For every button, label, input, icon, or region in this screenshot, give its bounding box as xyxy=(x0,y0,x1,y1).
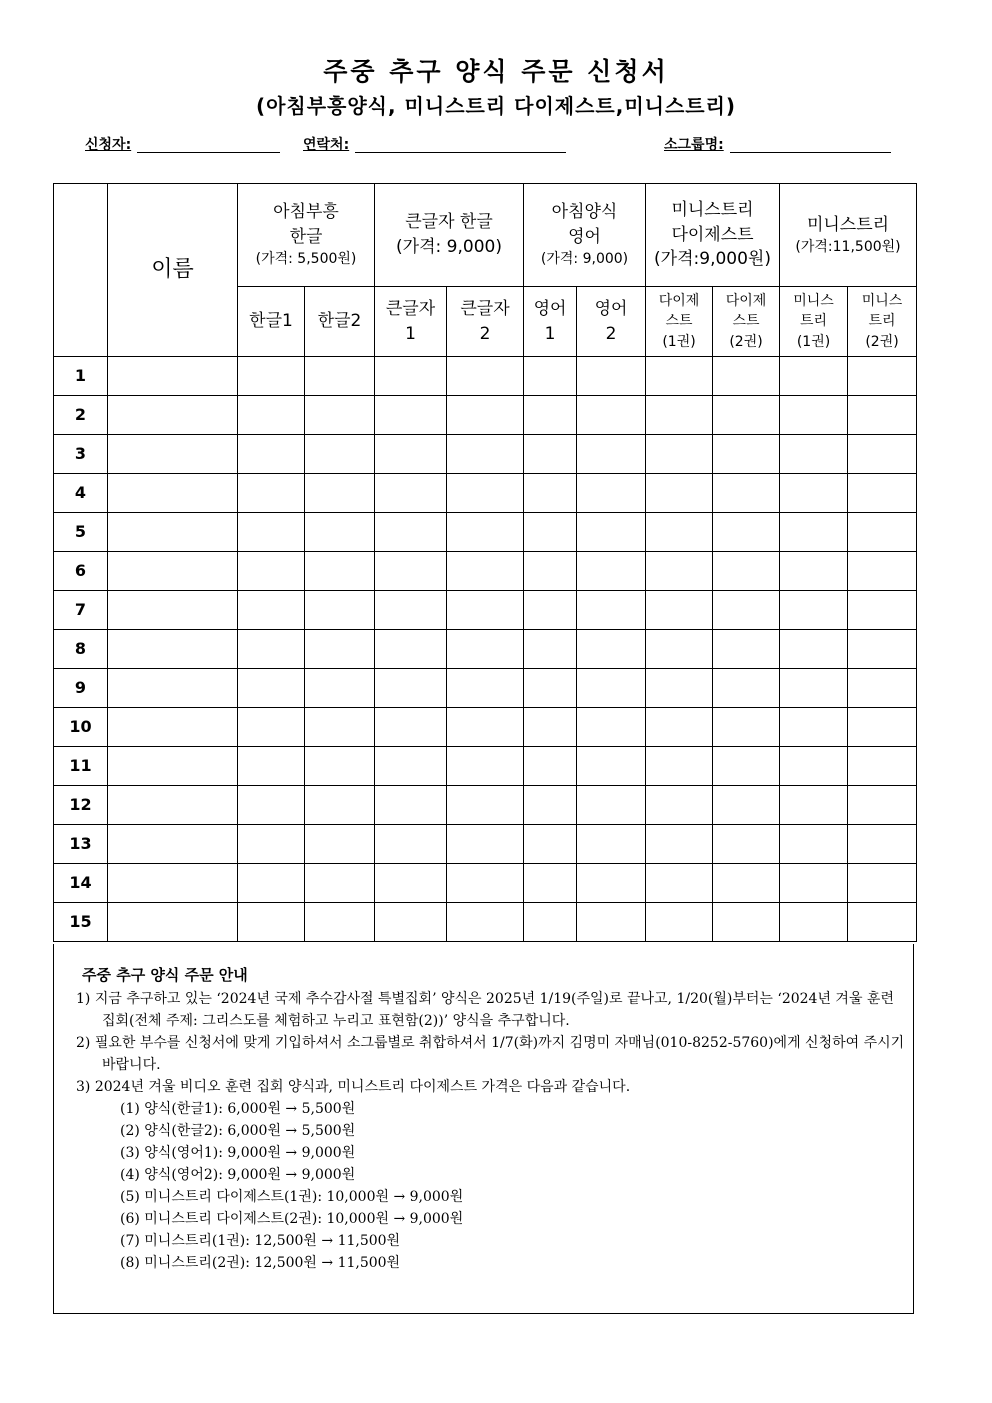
contact-label: 연락처: xyxy=(303,137,350,153)
quantity-input-cell[interactable] xyxy=(375,825,447,864)
name-input-cell[interactable] xyxy=(108,786,238,825)
quantity-input-cell[interactable] xyxy=(577,864,646,903)
quantity-input-cell[interactable] xyxy=(238,747,305,786)
table-row xyxy=(54,903,917,942)
name-header: 이름 xyxy=(108,184,238,357)
subheader-large1: 큰글자 1 xyxy=(375,287,447,357)
quantity-input-cell[interactable] xyxy=(713,474,780,513)
group-header-morning-english: 아침양식 영어 (가격: 9,000) xyxy=(524,184,646,287)
quantity-input-cell[interactable] xyxy=(524,747,577,786)
quantity-input-cell[interactable] xyxy=(524,708,577,747)
row-number: 6 xyxy=(54,552,108,591)
quantity-input-cell[interactable] xyxy=(447,435,524,474)
quantity-input-cell[interactable] xyxy=(713,513,780,552)
quantity-input-cell[interactable] xyxy=(524,435,577,474)
quantity-input-cell[interactable] xyxy=(848,747,917,786)
quantity-input-cell[interactable] xyxy=(447,591,524,630)
quantity-input-cell[interactable] xyxy=(305,552,375,591)
quantity-input-cell[interactable] xyxy=(524,669,577,708)
quantity-input-cell[interactable] xyxy=(375,396,447,435)
row-number: 9 xyxy=(54,669,108,708)
quantity-input-cell[interactable] xyxy=(780,903,848,942)
name-input-cell[interactable] xyxy=(108,630,238,669)
quantity-input-cell[interactable] xyxy=(305,630,375,669)
quantity-input-cell[interactable] xyxy=(848,396,917,435)
quantity-input-cell[interactable] xyxy=(646,435,713,474)
price-line: (4) 양식(영어2): 9,000원 → 9,000원 xyxy=(120,1167,356,1183)
quantity-input-cell[interactable] xyxy=(848,357,917,396)
quantity-input-cell[interactable] xyxy=(375,864,447,903)
notice-title: 주중 추구 양식 주문 안내 xyxy=(82,966,248,984)
row-number: 5 xyxy=(54,513,108,552)
quantity-input-cell[interactable] xyxy=(305,708,375,747)
quantity-input-cell[interactable] xyxy=(524,630,577,669)
quantity-input-cell[interactable] xyxy=(524,903,577,942)
quantity-input-cell[interactable] xyxy=(577,513,646,552)
quantity-input-cell[interactable] xyxy=(713,435,780,474)
quantity-input-cell[interactable] xyxy=(848,786,917,825)
row-number: 10 xyxy=(54,708,108,747)
quantity-input-cell[interactable] xyxy=(646,396,713,435)
quantity-input-cell[interactable] xyxy=(713,357,780,396)
quantity-input-cell[interactable] xyxy=(646,669,713,708)
name-input-cell[interactable] xyxy=(108,591,238,630)
quantity-input-cell[interactable] xyxy=(305,435,375,474)
quantity-input-cell[interactable] xyxy=(305,513,375,552)
quantity-input-cell[interactable] xyxy=(577,474,646,513)
contact-line xyxy=(355,152,566,153)
subheader-digest1: 다이제 스트 (1권) xyxy=(646,287,713,357)
subheader-korean2: 한글2 xyxy=(305,287,375,357)
quantity-input-cell[interactable] xyxy=(375,630,447,669)
notice-body xyxy=(76,988,906,1274)
notice-box xyxy=(53,944,914,1314)
quantity-input-cell[interactable] xyxy=(577,747,646,786)
group-header-large-print: 큰글자 한글 (가격: 9,000) xyxy=(375,184,524,287)
quantity-input-cell[interactable] xyxy=(524,786,577,825)
quantity-input-cell[interactable] xyxy=(305,903,375,942)
quantity-input-cell[interactable] xyxy=(848,903,917,942)
table-row xyxy=(54,669,917,708)
quantity-input-cell[interactable] xyxy=(713,591,780,630)
quantity-input-cell[interactable] xyxy=(447,786,524,825)
quantity-input-cell[interactable] xyxy=(780,669,848,708)
table-row xyxy=(54,630,917,669)
table-row xyxy=(54,435,917,474)
quantity-input-cell[interactable] xyxy=(577,903,646,942)
name-input-cell[interactable] xyxy=(108,357,238,396)
quantity-input-cell[interactable] xyxy=(577,357,646,396)
quantity-input-cell[interactable] xyxy=(375,513,447,552)
quantity-input-cell[interactable] xyxy=(848,669,917,708)
notice-item: 1) 지금 추구하고 있는 ‘2024년 국제 추수감사절 특별집회’ 양식은 2025년 1/19(주일)로 끝나고, 1/20(월)부터는 ‘2024년 겨울 훈련 집회(전체 주제: 그리스도를 체험하고 누리고 표현함(2))’ 양식을 추구합니다. xyxy=(76,991,894,1029)
price-line: (2) 양식(한글2): 6,000원 → 5,500원 xyxy=(120,1123,356,1139)
quantity-input-cell[interactable] xyxy=(646,864,713,903)
quantity-input-cell[interactable] xyxy=(238,474,305,513)
quantity-input-cell[interactable] xyxy=(375,786,447,825)
page-subtitle: (아침부흥양식, 미니스트리 다이제스트,미니스트리) xyxy=(255,94,737,118)
table-row xyxy=(54,825,917,864)
row-number: 3 xyxy=(54,435,108,474)
row-number: 13 xyxy=(54,825,108,864)
quantity-input-cell[interactable] xyxy=(780,825,848,864)
price-line: (8) 미니스트리(2권): 12,500원 → 11,500원 xyxy=(120,1255,401,1271)
quantity-input-cell[interactable] xyxy=(447,513,524,552)
table-row xyxy=(54,708,917,747)
quantity-input-cell[interactable] xyxy=(447,396,524,435)
quantity-input-cell[interactable] xyxy=(577,396,646,435)
quantity-input-cell[interactable] xyxy=(848,435,917,474)
quantity-input-cell[interactable] xyxy=(780,591,848,630)
price-line: (1) 양식(한글1): 6,000원 → 5,500원 xyxy=(120,1101,356,1117)
quantity-input-cell[interactable] xyxy=(646,630,713,669)
quantity-input-cell[interactable] xyxy=(447,669,524,708)
quantity-input-cell[interactable] xyxy=(848,708,917,747)
quantity-input-cell[interactable] xyxy=(375,435,447,474)
quantity-input-cell[interactable] xyxy=(713,786,780,825)
quantity-input-cell[interactable] xyxy=(238,786,305,825)
quantity-input-cell[interactable] xyxy=(577,435,646,474)
name-input-cell[interactable] xyxy=(108,669,238,708)
quantity-input-cell[interactable] xyxy=(238,552,305,591)
quantity-input-cell[interactable] xyxy=(447,747,524,786)
quantity-input-cell[interactable] xyxy=(848,552,917,591)
quantity-input-cell[interactable] xyxy=(646,825,713,864)
notice-item: 2) 필요한 부수를 신청서에 맞게 기입하셔서 소그룹별로 취합하셔서 1/7(화)까지 김명미 자매님(010-8252-5760)에게 신청하여 주시기 바랍니다. xyxy=(76,1035,905,1073)
quantity-input-cell[interactable] xyxy=(713,864,780,903)
quantity-input-cell[interactable] xyxy=(447,903,524,942)
quantity-input-cell[interactable] xyxy=(238,357,305,396)
quantity-input-cell[interactable] xyxy=(375,591,447,630)
quantity-input-cell[interactable] xyxy=(713,669,780,708)
table-row xyxy=(54,786,917,825)
quantity-input-cell[interactable] xyxy=(646,786,713,825)
group-field[interactable] xyxy=(664,134,724,154)
quantity-input-cell[interactable] xyxy=(305,864,375,903)
quantity-input-cell[interactable] xyxy=(713,903,780,942)
quantity-input-cell[interactable] xyxy=(780,435,848,474)
name-input-cell[interactable] xyxy=(108,513,238,552)
name-input-cell[interactable] xyxy=(108,708,238,747)
quantity-input-cell[interactable] xyxy=(780,357,848,396)
quantity-input-cell[interactable] xyxy=(577,552,646,591)
quantity-input-cell[interactable] xyxy=(305,357,375,396)
quantity-input-cell[interactable] xyxy=(780,747,848,786)
subheader-english1: 영어 1 xyxy=(524,287,577,357)
quantity-input-cell[interactable] xyxy=(447,630,524,669)
quantity-input-cell[interactable] xyxy=(305,786,375,825)
quantity-input-cell[interactable] xyxy=(238,591,305,630)
quantity-input-cell[interactable] xyxy=(524,591,577,630)
quantity-input-cell[interactable] xyxy=(238,630,305,669)
quantity-input-cell[interactable] xyxy=(646,591,713,630)
row-number: 7 xyxy=(54,591,108,630)
quantity-input-cell[interactable] xyxy=(447,864,524,903)
notice-item: 3) 2024년 겨울 비디오 훈련 집회 양식과, 미니스트리 다이제스트 가격은 다음과 같습니다. xyxy=(76,1079,631,1095)
quantity-input-cell[interactable] xyxy=(780,513,848,552)
quantity-input-cell[interactable] xyxy=(447,474,524,513)
quantity-input-cell[interactable] xyxy=(375,903,447,942)
row-number: 4 xyxy=(54,474,108,513)
subheader-english2: 영어 2 xyxy=(577,287,646,357)
table-row xyxy=(54,396,917,435)
quantity-input-cell[interactable] xyxy=(848,864,917,903)
quantity-input-cell[interactable] xyxy=(713,552,780,591)
applicant-field[interactable] xyxy=(85,134,131,154)
group-label: 소그룹명: xyxy=(664,137,724,153)
row-number: 8 xyxy=(54,630,108,669)
table-row xyxy=(54,474,917,513)
quantity-input-cell[interactable] xyxy=(375,747,447,786)
quantity-input-cell[interactable] xyxy=(305,396,375,435)
quantity-input-cell[interactable] xyxy=(713,825,780,864)
applicant-line xyxy=(137,152,280,153)
group-header-ministry-digest: 미니스트리 다이제스트 (가격:9,000원) xyxy=(646,184,780,287)
group-header-ministry: 미니스트리 (가격:11,500원) xyxy=(780,184,917,287)
quantity-input-cell[interactable] xyxy=(646,474,713,513)
quantity-input-cell[interactable] xyxy=(238,864,305,903)
quantity-input-cell[interactable] xyxy=(375,552,447,591)
quantity-input-cell[interactable] xyxy=(646,357,713,396)
name-input-cell[interactable] xyxy=(108,864,238,903)
quantity-input-cell[interactable] xyxy=(848,630,917,669)
quantity-input-cell[interactable] xyxy=(780,864,848,903)
quantity-input-cell[interactable] xyxy=(375,357,447,396)
quantity-input-cell[interactable] xyxy=(780,396,848,435)
table-row xyxy=(54,864,917,903)
quantity-input-cell[interactable] xyxy=(646,708,713,747)
quantity-input-cell[interactable] xyxy=(524,396,577,435)
quantity-input-cell[interactable] xyxy=(646,513,713,552)
quantity-input-cell[interactable] xyxy=(305,474,375,513)
group-line xyxy=(730,152,891,153)
quantity-input-cell[interactable] xyxy=(577,669,646,708)
table-row xyxy=(54,747,917,786)
quantity-input-cell[interactable] xyxy=(780,786,848,825)
subheader-digest2: 다이제 스트 (2권) xyxy=(713,287,780,357)
row-number: 14 xyxy=(54,864,108,903)
quantity-input-cell[interactable] xyxy=(780,552,848,591)
quantity-input-cell[interactable] xyxy=(238,708,305,747)
quantity-input-cell[interactable] xyxy=(305,825,375,864)
row-number: 11 xyxy=(54,747,108,786)
quantity-input-cell[interactable] xyxy=(524,357,577,396)
name-input-cell[interactable] xyxy=(108,552,238,591)
subheader-ministry1: 미니스 트리 (1권) xyxy=(780,287,848,357)
quantity-input-cell[interactable] xyxy=(524,825,577,864)
quantity-input-cell[interactable] xyxy=(780,630,848,669)
quantity-input-cell[interactable] xyxy=(447,552,524,591)
price-line: (7) 미니스트리(1권): 12,500원 → 11,500원 xyxy=(120,1233,401,1249)
quantity-input-cell[interactable] xyxy=(713,630,780,669)
quantity-input-cell[interactable] xyxy=(577,591,646,630)
quantity-input-cell[interactable] xyxy=(848,591,917,630)
quantity-input-cell[interactable] xyxy=(577,708,646,747)
quantity-input-cell[interactable] xyxy=(524,552,577,591)
corner-cell xyxy=(54,184,108,357)
table-row xyxy=(54,357,917,396)
quantity-input-cell[interactable] xyxy=(447,825,524,864)
row-number: 1 xyxy=(54,357,108,396)
name-input-cell[interactable] xyxy=(108,825,238,864)
quantity-input-cell[interactable] xyxy=(305,591,375,630)
quantity-input-cell[interactable] xyxy=(848,513,917,552)
name-input-cell[interactable] xyxy=(108,747,238,786)
row-number: 2 xyxy=(54,396,108,435)
name-input-cell[interactable] xyxy=(108,474,238,513)
quantity-input-cell[interactable] xyxy=(577,786,646,825)
quantity-input-cell[interactable] xyxy=(713,747,780,786)
quantity-input-cell[interactable] xyxy=(848,474,917,513)
quantity-input-cell[interactable] xyxy=(238,669,305,708)
group-header-morning-korean: 아침부흥 한글 (가격: 5,500원) xyxy=(238,184,375,287)
quantity-input-cell[interactable] xyxy=(577,630,646,669)
subheader-ministry2: 미니스 트리 (2권) xyxy=(848,287,917,357)
order-table xyxy=(53,183,917,942)
name-input-cell[interactable] xyxy=(108,396,238,435)
quantity-input-cell[interactable] xyxy=(646,903,713,942)
applicant-label: 신청자: xyxy=(85,137,132,153)
row-number: 12 xyxy=(54,786,108,825)
quantity-input-cell[interactable] xyxy=(305,747,375,786)
table-row xyxy=(54,513,917,552)
quantity-input-cell[interactable] xyxy=(238,825,305,864)
price-line: (3) 양식(영어1): 9,000원 → 9,000원 xyxy=(120,1145,356,1161)
name-input-cell[interactable] xyxy=(108,435,238,474)
name-input-cell[interactable] xyxy=(108,903,238,942)
row-number: 15 xyxy=(54,903,108,942)
quantity-input-cell[interactable] xyxy=(713,396,780,435)
quantity-input-cell[interactable] xyxy=(447,708,524,747)
subheader-korean1: 한글1 xyxy=(238,287,305,357)
quantity-input-cell[interactable] xyxy=(524,474,577,513)
price-line: (5) 미니스트리 다이제스트(1권): 10,000원 → 9,000원 xyxy=(120,1189,464,1205)
quantity-input-cell[interactable] xyxy=(375,708,447,747)
quantity-input-cell[interactable] xyxy=(524,864,577,903)
table-row xyxy=(54,552,917,591)
quantity-input-cell[interactable] xyxy=(375,669,447,708)
contact-field[interactable] xyxy=(303,134,349,154)
quantity-input-cell[interactable] xyxy=(646,552,713,591)
quantity-input-cell[interactable] xyxy=(524,513,577,552)
quantity-input-cell[interactable] xyxy=(238,396,305,435)
quantity-input-cell[interactable] xyxy=(780,708,848,747)
quantity-input-cell[interactable] xyxy=(780,474,848,513)
quantity-input-cell[interactable] xyxy=(713,708,780,747)
page-title: 주중 추구 양식 주문 신청서 xyxy=(323,57,669,86)
subheader-large2: 큰글자 2 xyxy=(447,287,524,357)
quantity-input-cell[interactable] xyxy=(238,513,305,552)
quantity-input-cell[interactable] xyxy=(447,357,524,396)
quantity-input-cell[interactable] xyxy=(577,825,646,864)
quantity-input-cell[interactable] xyxy=(646,747,713,786)
quantity-input-cell[interactable] xyxy=(238,435,305,474)
quantity-input-cell[interactable] xyxy=(848,825,917,864)
price-line: (6) 미니스트리 다이제스트(2권): 10,000원 → 9,000원 xyxy=(120,1211,464,1227)
quantity-input-cell[interactable] xyxy=(238,903,305,942)
quantity-input-cell[interactable] xyxy=(305,669,375,708)
table-row xyxy=(54,591,917,630)
quantity-input-cell[interactable] xyxy=(375,474,447,513)
